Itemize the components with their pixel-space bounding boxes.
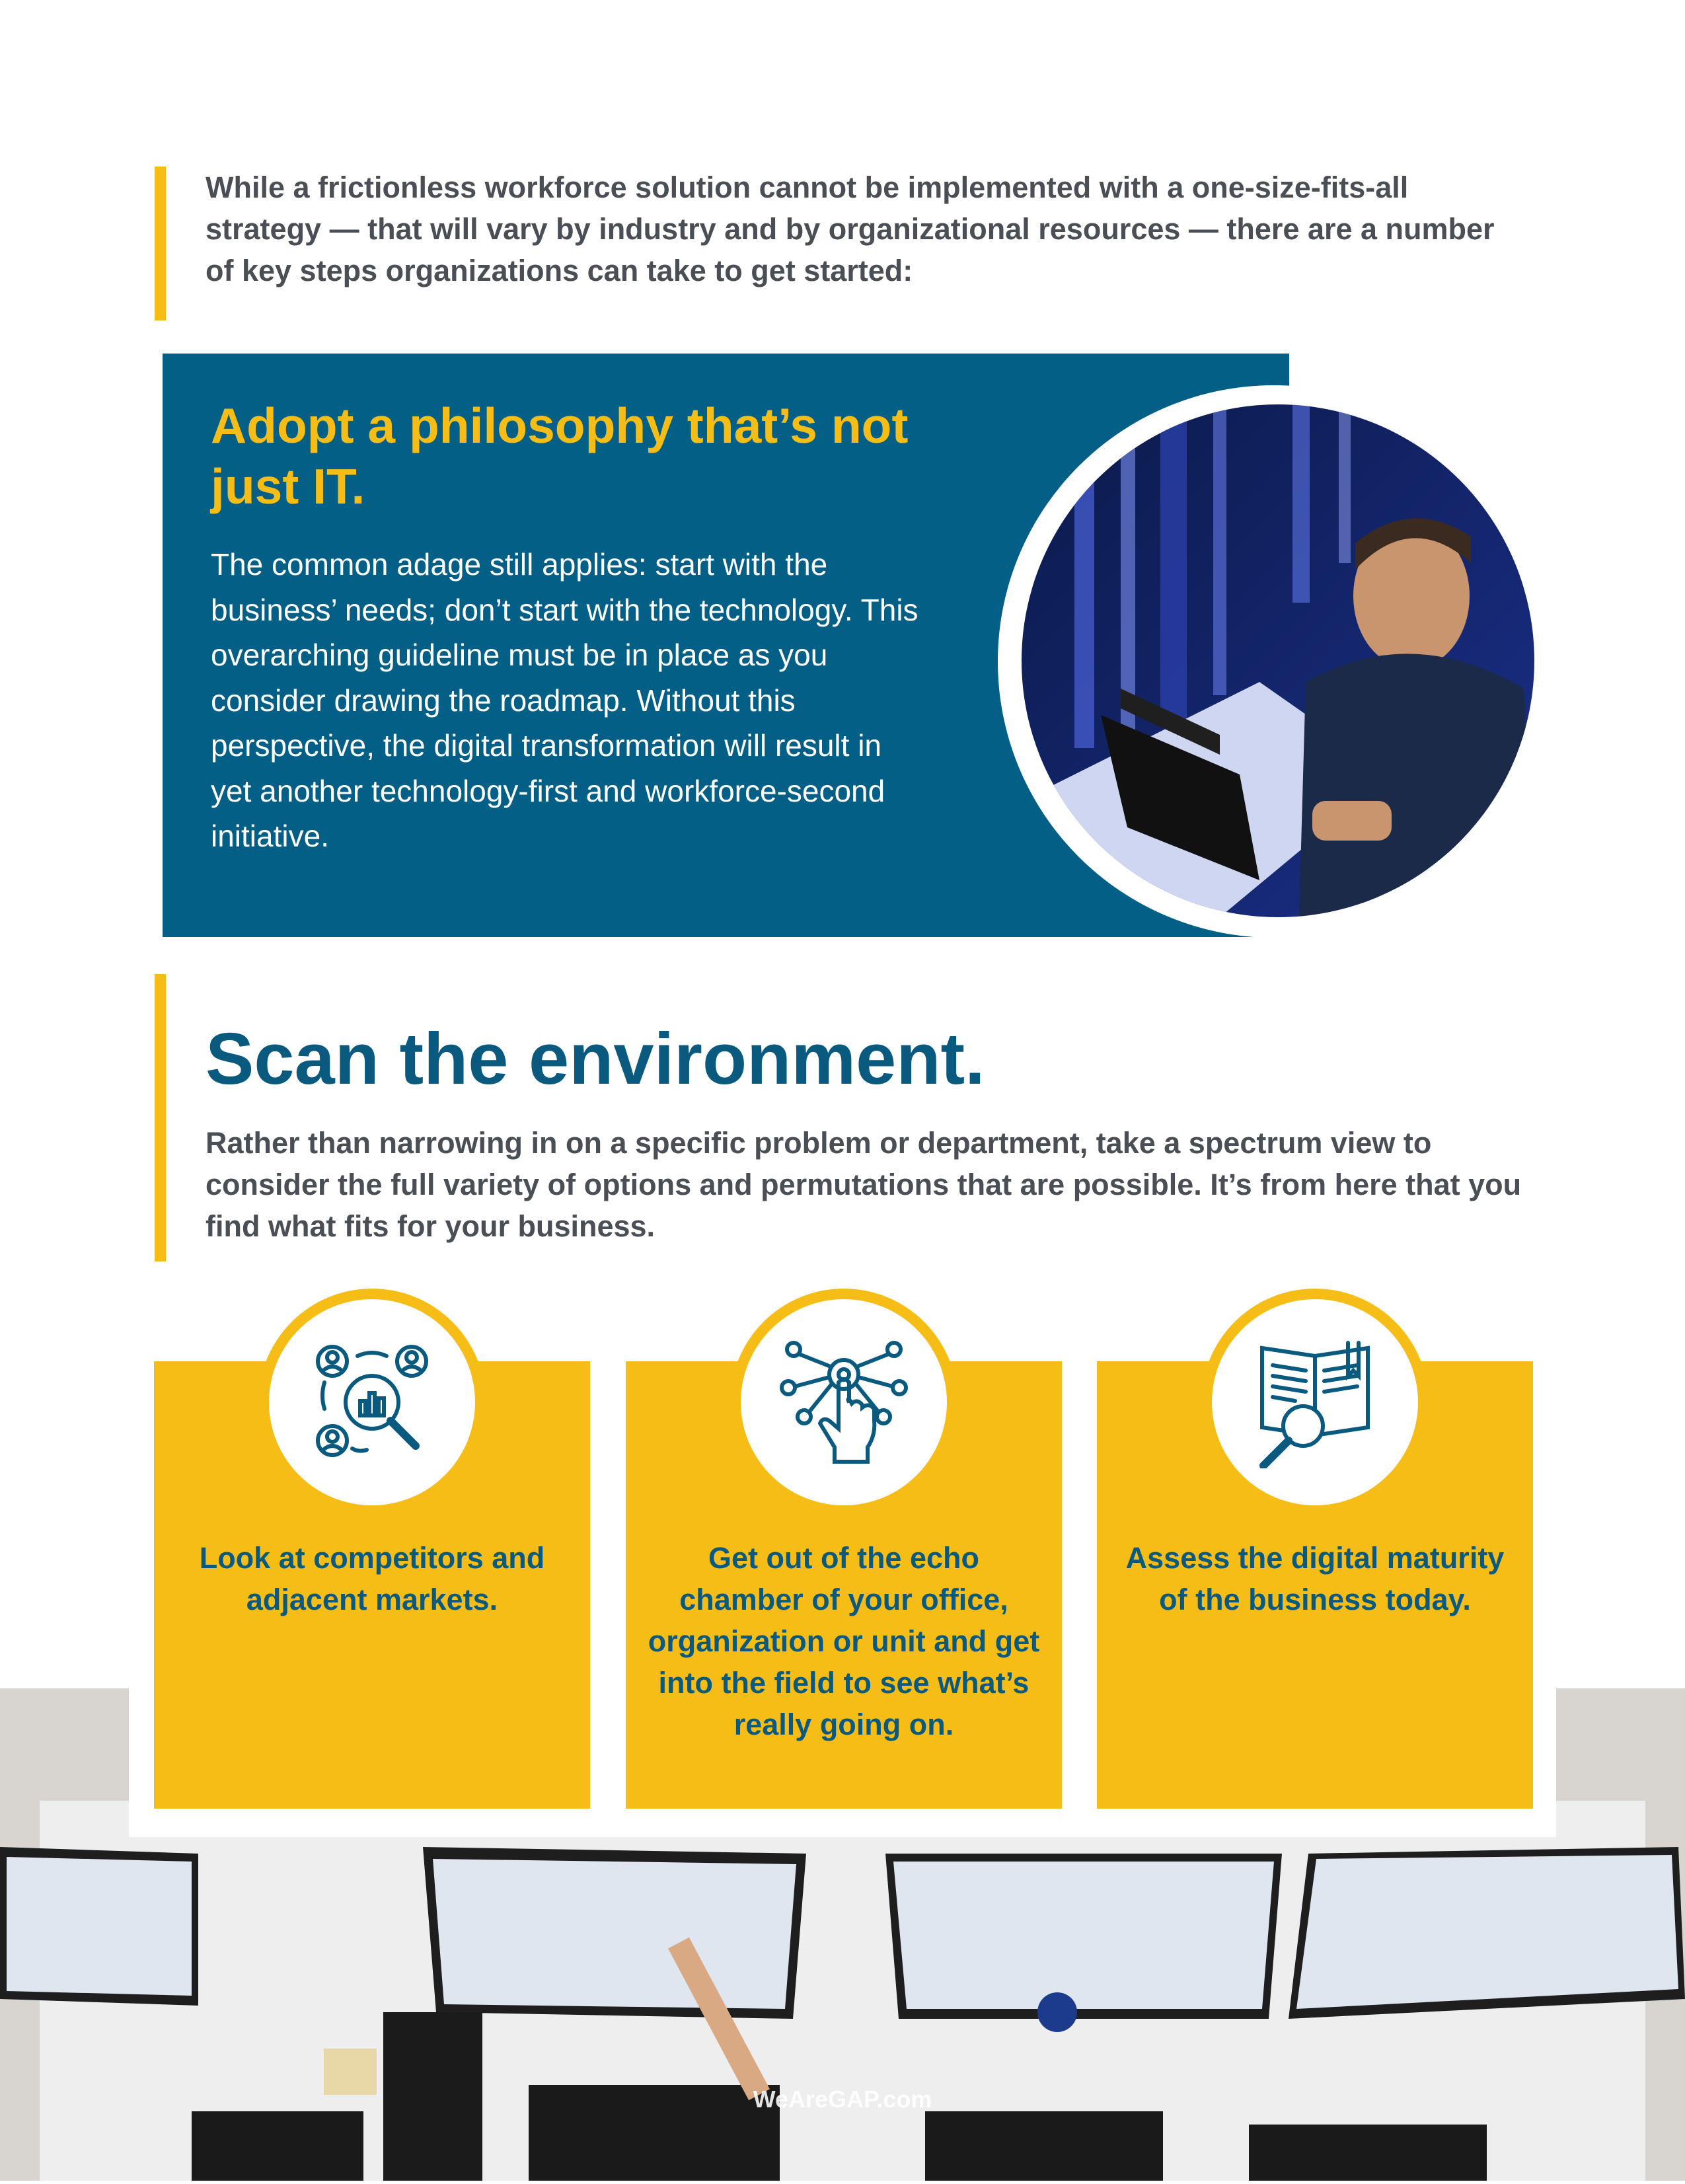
touch-network-icon	[778, 1336, 910, 1468]
footer-url[interactable]: WeAreGAP.com	[753, 2086, 932, 2113]
intro-paragraph: While a frictionless workforce solution cannot be implemented with a one-size-fits-all strategy — that will vary by industry and by organizational resources — there are a number of key steps organizations can take to get started:	[206, 170, 1495, 287]
server-room-photo	[1022, 404, 1534, 917]
competitor-analysis-icon	[306, 1336, 438, 1468]
card-3-text: Assess the digital maturity of the business today.	[1125, 1541, 1505, 1616]
book-search-icon	[1249, 1336, 1381, 1468]
scan-accent-bar	[155, 974, 166, 1261]
adopt-body: The common adage still applies: start with the business’ needs; don’t start with the technology. This overarching guideline must be in place as you consider drawing the roadmap. Without this perspective, the digital transformation will result in yet another technology-first and workforce-second initiative.	[211, 547, 918, 853]
card-1-text: Look at competitors and adjacent markets.	[199, 1541, 545, 1616]
scan-body: Rather than narrowing in on a specific problem or department, take a spectrum view to consider the full variety of options and permutations that are possible. It’s from here that you find what fits for your business.	[206, 1126, 1522, 1243]
intro-accent-bar	[155, 167, 166, 320]
scan-heading: Scan the environment.	[206, 1018, 985, 1100]
card-2-text: Get out of the echo chamber of your office, organization or unit and get into the field to see what’s really going on.	[648, 1541, 1040, 1741]
adopt-heading: Adopt a philosophy that’s not just IT.	[211, 398, 909, 514]
